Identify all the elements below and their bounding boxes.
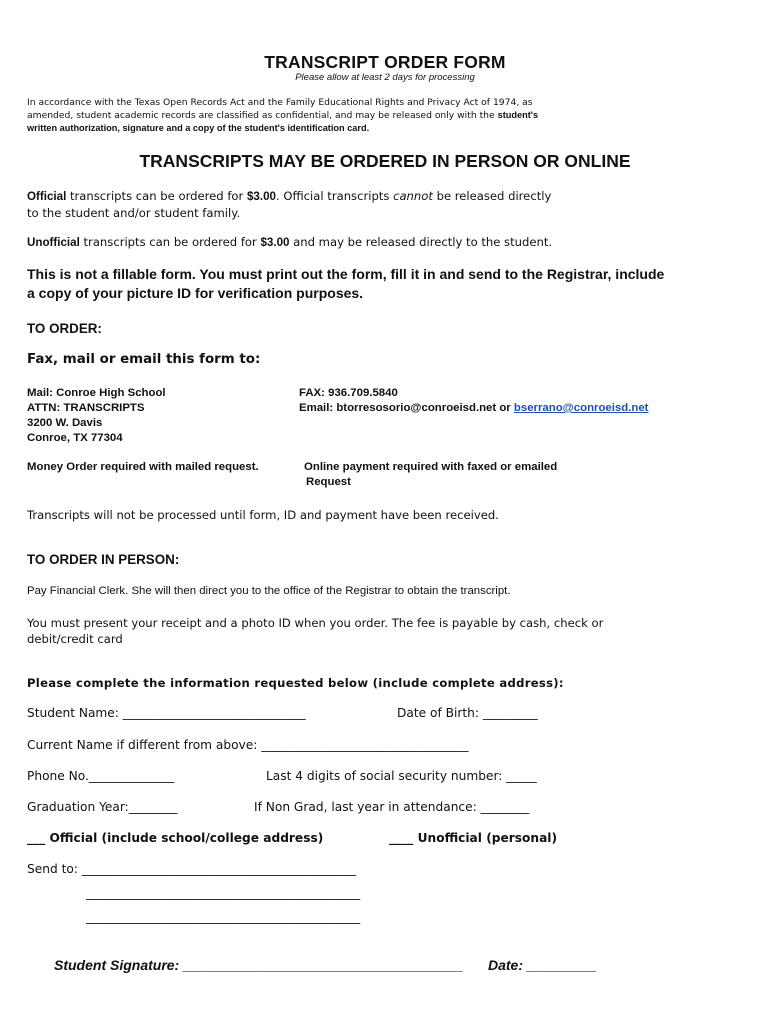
send-to-line-3[interactable]: _____________________________________________ — [86, 910, 361, 924]
unofficial-checkbox-blank[interactable]: ____ — [389, 831, 414, 845]
last-year-attendance-field[interactable]: If Non Grad, last year in attendance: ________ — [254, 800, 530, 814]
official-option — [27, 831, 323, 845]
fax-mail-heading: Fax, mail or email this form to: — [27, 352, 261, 367]
email-prefix: Email: btorresosorio@conroeisd.net or — [299, 402, 514, 414]
official-text-3: be released directly — [432, 189, 552, 203]
official-label: Official — [27, 190, 67, 203]
official-text-1: transcripts can be ordered for — [66, 189, 247, 203]
form-title: TRANSCRIPT ORDER FORM — [264, 52, 506, 72]
form-instructions: Please complete the information requested below (include complete address): — [27, 676, 564, 690]
ssn-last-4-field[interactable]: Last 4 digits of social security number: _____ — [266, 769, 537, 783]
intro-line-2-bold: student's — [497, 110, 539, 120]
form-subtitle: Please allow at least 2 days for processing — [295, 72, 475, 83]
in-person-heading: TO ORDER IN PERSON: — [27, 552, 180, 567]
mail-line-2: ATTN: TRANSCRIPTS — [27, 402, 145, 414]
mail-line-1: Mail: Conroe High School — [27, 387, 166, 399]
official-transcript-line-1 — [27, 189, 551, 203]
intro-line-2 — [27, 110, 538, 121]
unofficial-option-label: Unofficial (personal) — [413, 831, 558, 845]
signature-date-field[interactable]: Date: _________ — [488, 957, 597, 973]
in-person-line-2a: You must present your receipt and a photo ID when you order. The fee is payable by cash, check or — [27, 616, 604, 630]
notice-line-2: a copy of your picture ID for verification purposes. — [27, 285, 364, 301]
intro-line-2-text: amended, student academic records are classified as confidential, and may be released only with the — [27, 110, 498, 121]
in-person-line-1: Pay Financial Clerk. She will then direct you to the office of the Registrar to obtain the transcript. — [27, 585, 511, 597]
mailed-payment-note: Money Order required with mailed request. — [27, 461, 259, 473]
email-line — [299, 402, 648, 414]
in-person-line-2b: debit/credit card — [27, 632, 123, 646]
online-payment-note-1: Online payment required with faxed or emailed — [304, 461, 558, 473]
current-name-field[interactable]: Current Name if different from above: __________________________________ — [27, 738, 469, 752]
date-of-birth-field[interactable]: Date of Birth: _________ — [397, 706, 538, 720]
mail-line-4: Conroe, TX 77304 — [27, 432, 123, 444]
section-heading-order-methods: TRANSCRIPTS MAY BE ORDERED IN PERSON OR ONLINE — [139, 151, 631, 171]
student-signature-field[interactable]: Student Signature: ____________________________________ — [54, 957, 464, 973]
official-transcript-line-2: to the student and/or student family. — [27, 206, 241, 220]
unofficial-text-2: and may be released directly to the student. — [289, 235, 553, 249]
official-price: $3.00 — [246, 190, 276, 203]
official-checkbox-blank[interactable]: ___ — [27, 831, 46, 845]
unofficial-transcript-line — [27, 235, 552, 249]
official-option-label: Official (include school/college address) — [45, 831, 324, 845]
fax-number: FAX: 936.709.5840 — [299, 387, 398, 399]
phone-field[interactable]: Phone No.______________ — [27, 769, 175, 783]
intro-line-3: written authorization, signature and a copy of the student's identification card. — [27, 123, 370, 133]
unofficial-option — [389, 831, 557, 845]
graduation-year-field[interactable]: Graduation Year:________ — [27, 800, 178, 814]
online-payment-note-2: Request — [306, 476, 351, 488]
student-name-field[interactable]: Student Name: ______________________________ — [27, 706, 306, 720]
intro-line-1: In accordance with the Texas Open Records Act and the Family Educational Rights and Privacy Act of 1974, as — [27, 97, 533, 108]
email-link[interactable]: bserrano@conroeisd.net — [513, 402, 649, 414]
notice-line-1: This is not a fillable form. You must print out the form, fill it in and send to the Registrar, include — [27, 266, 665, 282]
processing-note: Transcripts will not be processed until form, ID and payment have been received. — [27, 508, 499, 522]
send-to-line-2[interactable]: _____________________________________________ — [86, 886, 361, 900]
unofficial-label: Unofficial — [27, 236, 80, 249]
mail-line-3: 3200 W. Davis — [27, 417, 103, 429]
unofficial-price: $3.00 — [260, 236, 290, 249]
unofficial-text-1: transcripts can be ordered for — [79, 235, 261, 249]
send-to-field[interactable]: Send to: _____________________________________________ — [27, 862, 357, 876]
official-cannot: cannot — [393, 189, 433, 203]
to-order-heading: TO ORDER: — [27, 321, 102, 336]
official-text-2: . Official transcripts — [275, 189, 394, 203]
